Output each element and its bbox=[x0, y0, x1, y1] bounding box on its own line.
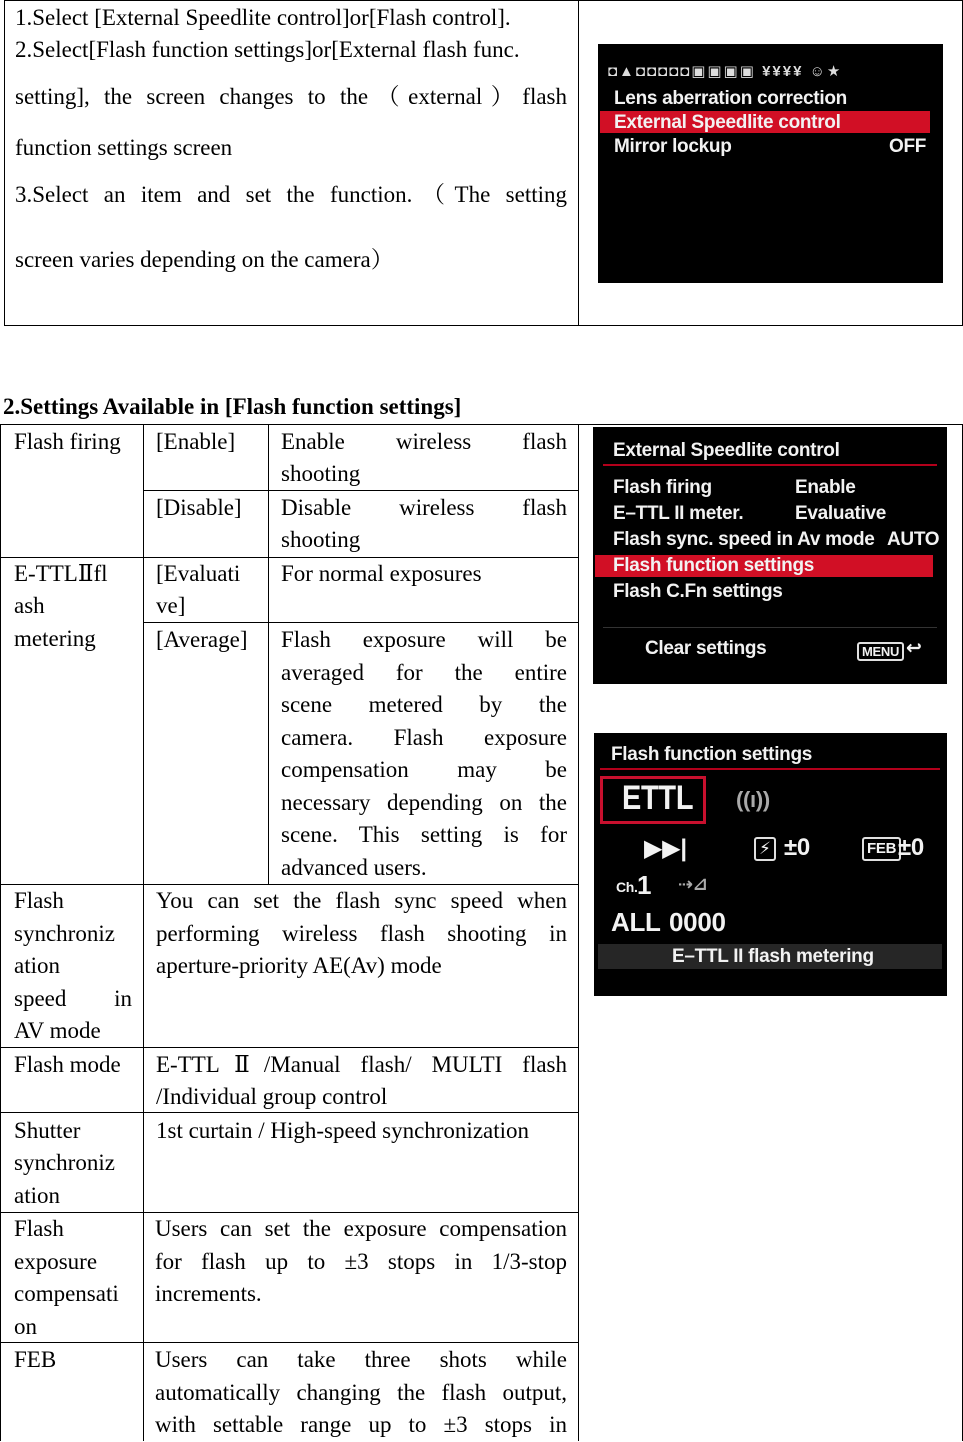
flash-exposure-comp-icon: ⚡ bbox=[754, 837, 776, 861]
menu3-title: Flash function settings bbox=[611, 744, 813, 765]
row-label-fec-3: compensati bbox=[14, 1281, 119, 1306]
instruction-line-5: 3.Select an item and set the function.（The setting bbox=[15, 182, 567, 207]
desc-disable-1: Disable wireless flash bbox=[281, 495, 567, 520]
desc-fec-2: for flash up to ±3 stops in 1/3-stop bbox=[155, 1249, 567, 1274]
menu2-title: External Speedlite control bbox=[613, 440, 840, 461]
desc-feb-3: with settable range up to ±3 stops in bbox=[155, 1412, 567, 1437]
wireless-id-value: 0000 bbox=[669, 907, 726, 937]
desc-average-7: scene. This setting is for bbox=[281, 822, 567, 847]
desc-average-1: Flash exposure will be bbox=[281, 627, 567, 652]
desc-flash-mode-1: E-TTLⅡ/Manual flash/ MULTI flash bbox=[156, 1052, 567, 1077]
desc-sync-1: You can set the flash sync speed when bbox=[156, 888, 567, 913]
desc-fec-3: increments. bbox=[155, 1281, 262, 1306]
row-label-ettl-3: metering bbox=[14, 626, 96, 651]
section-title: 2.Settings Available in [Flash function settings] bbox=[3, 394, 462, 419]
menu2-item-sync-speed: Flash sync. speed in Av mode bbox=[613, 529, 875, 550]
feb-icon: FEB bbox=[862, 837, 901, 861]
option-evaluative-2: ve] bbox=[156, 593, 186, 618]
instruction-line-2: 2.Select[Flash function settings]or[External flash func. bbox=[15, 37, 520, 62]
menu3-footer: E–TTL II flash metering bbox=[672, 946, 874, 967]
menu2-value-flash-firing: Enable bbox=[795, 477, 856, 498]
menu2-item-flash-function: Flash function settings bbox=[613, 555, 815, 576]
option-evaluative-1: [Evaluati bbox=[156, 561, 241, 586]
menu-button-icon: MENU bbox=[857, 642, 904, 661]
menu-value-mirror-lockup: OFF bbox=[889, 136, 927, 157]
row-label-flash-mode: Flash mode bbox=[14, 1052, 121, 1077]
ettl-mode-label: ETTL bbox=[622, 779, 694, 817]
desc-feb-1: Users can take three shots while bbox=[155, 1347, 567, 1372]
desc-disable-2: shooting bbox=[281, 527, 361, 552]
desc-average-6: necessary depending on the bbox=[281, 790, 567, 815]
instruction-line-3: setting], the screen changes to the（external）flash bbox=[15, 84, 567, 109]
option-average: [Average] bbox=[156, 627, 248, 652]
slave-flash-icon: ⇢⊿ bbox=[678, 874, 708, 894]
row-label-sync-1: Flash bbox=[14, 888, 64, 913]
option-enable: [Enable] bbox=[156, 429, 236, 454]
desc-flash-mode-2: /Individual group control bbox=[156, 1084, 388, 1109]
row-label-sync-4: speed in bbox=[14, 986, 132, 1011]
desc-sync-2: performing wireless flash shooting in bbox=[156, 921, 567, 946]
instruction-line-1: 1.Select [External Speedlite control]or[Flash control]. bbox=[15, 5, 511, 30]
menu2-item-ettl-meter: E–TTL II meter. bbox=[613, 503, 744, 524]
desc-evaluative: For normal exposures bbox=[281, 561, 482, 586]
row-label-fec-1: Flash bbox=[14, 1216, 64, 1241]
desc-average-3: scene metered by the bbox=[281, 692, 567, 717]
row-label-feb: FEB bbox=[14, 1347, 57, 1372]
menu2-clear-settings: Clear settings bbox=[645, 638, 767, 659]
option-disable: [Disable] bbox=[156, 495, 242, 520]
row-label-flash-firing: Flash firing bbox=[14, 429, 121, 454]
group-all-value: ALL bbox=[611, 907, 661, 937]
channel-value: 1 bbox=[637, 870, 652, 900]
desc-sync-3: aperture-priority AE(Av) mode bbox=[156, 953, 442, 978]
wireless-icon: ((ı)) bbox=[736, 787, 770, 812]
channel-icon: Ch. bbox=[616, 879, 638, 895]
row-label-shutter-1: Shutter bbox=[14, 1118, 81, 1143]
back-arrow-icon: ↩ bbox=[906, 638, 922, 659]
instruction-line-4: function settings screen bbox=[15, 135, 233, 160]
instruction-line-6: screen varies depending on the camera） bbox=[15, 247, 394, 272]
row-label-sync-5: AV mode bbox=[14, 1018, 101, 1043]
desc-fec-1: Users can set the exposure compensation bbox=[155, 1216, 567, 1241]
menu-tab-icons: ◘▲◘◘◘◘◘▣▣▣▣ ¥¥¥¥ ☺★ bbox=[608, 63, 843, 80]
desc-enable-2: shooting bbox=[281, 461, 361, 486]
menu2-value-sync-speed: AUTO bbox=[887, 529, 940, 550]
menu-item-mirror-lockup: Mirror lockup bbox=[614, 136, 732, 157]
desc-feb-2: automatically changing the flash output, bbox=[155, 1380, 567, 1405]
menu-item-external-speedlite: External Speedlite control bbox=[614, 112, 841, 133]
row-label-fec-4: on bbox=[14, 1314, 37, 1339]
desc-shutter: 1st curtain / High-speed synchronization bbox=[156, 1118, 530, 1143]
desc-enable-1: Enable wireless flash bbox=[281, 429, 567, 454]
camera-menu-screen-3 bbox=[594, 733, 947, 996]
row-label-fec-2: exposure bbox=[14, 1249, 98, 1274]
row-label-shutter-3: ation bbox=[14, 1183, 60, 1208]
menu2-item-flash-firing: Flash firing bbox=[613, 477, 712, 498]
desc-average-2: averaged for the entire bbox=[281, 660, 567, 685]
row-label-sync-3: ation bbox=[14, 953, 60, 978]
desc-average-4: camera. Flash exposure bbox=[281, 725, 567, 750]
desc-average-5: compensation may be bbox=[281, 757, 567, 782]
row-label-ettl-1: E-TTLⅡfl bbox=[14, 561, 108, 586]
camera-menu-screen-2 bbox=[593, 427, 947, 684]
menu2-item-flash-cfn: Flash C.Fn settings bbox=[613, 581, 783, 602]
desc-average-8: advanced users. bbox=[281, 855, 427, 880]
menu2-value-ettl-meter: Evaluative bbox=[795, 503, 886, 524]
camera-menu-screen-1 bbox=[598, 44, 943, 283]
row-label-shutter-2: synchroniz bbox=[14, 1150, 115, 1175]
menu-item-lens-aberration: Lens aberration correction bbox=[614, 88, 847, 109]
fec-value: ±0 bbox=[784, 834, 810, 861]
high-speed-sync-icon: ▶▶| bbox=[644, 835, 687, 862]
row-label-ettl-2: ash bbox=[14, 593, 45, 618]
row-label-sync-2: synchroniz bbox=[14, 921, 115, 946]
feb-value: ±0 bbox=[898, 834, 924, 861]
